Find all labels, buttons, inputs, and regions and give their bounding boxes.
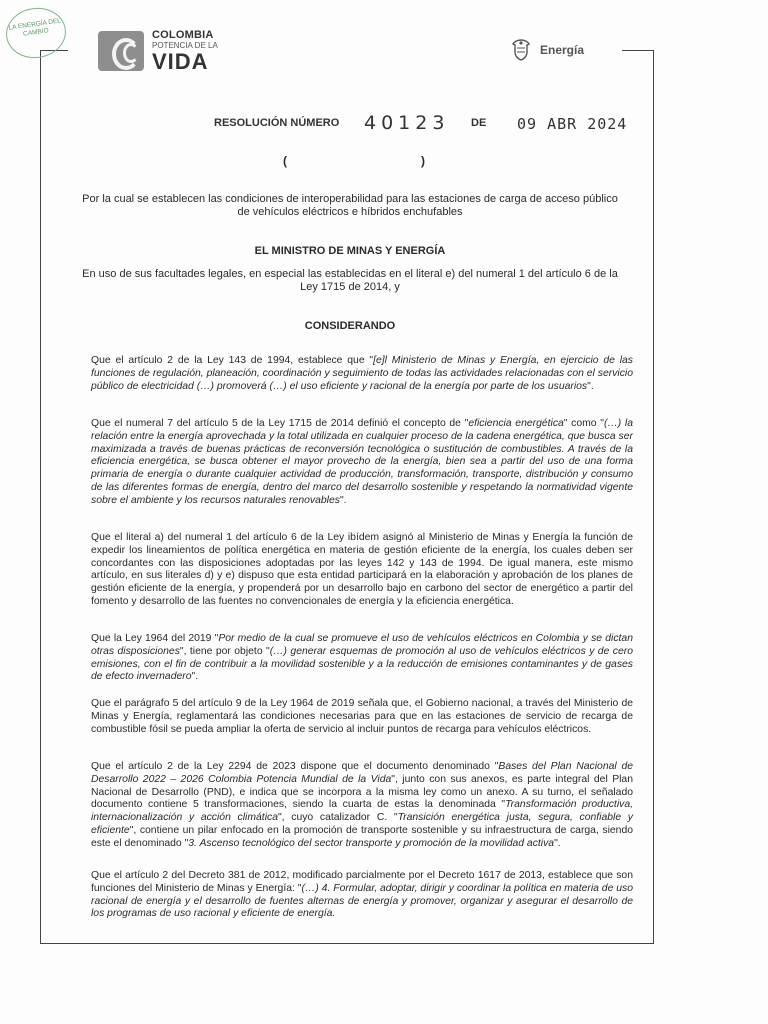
resolution-line <box>214 112 634 136</box>
frame-line <box>40 50 41 944</box>
paragraph-7: Que el artículo 2 del Decreto 381 de 2012, modificado parcialmente por el Decreto 1617 de 2013, establece que son funciones del Ministerio de Minas y Energía: "(…) 4. Formular, adoptar, dirigir y coordinar la política en materia de uso racional de energía y el desarrollo de fuentes alternas de energía y promover, organizar y asegurar el desarrollo de los programas de uso racional y eficiente de energía. <box>91 870 633 920</box>
colombia-logo <box>98 30 218 72</box>
considerando-heading: CONSIDERANDO <box>304 320 396 332</box>
resolution-date: 09 ABR 2024 <box>517 115 628 133</box>
ministry-header <box>510 38 584 62</box>
paren-open: ( <box>283 154 287 168</box>
authority-heading: EL MINISTRO DE MINAS Y ENERGÍA <box>254 245 446 257</box>
paragraph-6: Que el artículo 2 de la Ley 2294 de 2023 dispone que el documento denominado "Bases del Plan Nacional de Desarrollo 2022 – 2026 Colombia Potencia Mundial de la Vida", junto con sus anexos, es parte integral del Plan Nacional de Desarrollo (PND), e indica que se incorpora a la misma ley como un anexo. A su turno, el señalado documento contiene 5 transformaciones, siendo la cuarta de estas la denominada "Transformación productiva, internacionalización y acción climática", cuyo catalizador C. "Transición energética justa, segura, confiable y eficiente", contiene un pilar enfocado en la promoción de transporte sostenible y su infraestructura de carga, siendo este el denominado "3. Ascenso tecnológico del sector transporte y promoción de la movilidad activa". <box>91 761 634 849</box>
resolution-subject: Por la cual se establecen las condiciones de interoperabilidad para las estaciones de carga de acceso público de vehículos eléctricos e híbridos enchufables <box>82 193 618 218</box>
paragraph-1: Que el artículo 2 de la Ley 143 de 1994, establece que "[e]l Ministerio de Minas y Energía, en ejercicio de las funciones de regulación, planeación, coordinación y seguimiento de todas las actividades relacionadas con el servicio público de electricidad (…) promoverá (…) el uso eficiente y racional de la energía por parte de los usuarios". <box>91 355 634 392</box>
paren-close: ) <box>421 154 425 168</box>
logo-line3: VIDA <box>152 48 209 74</box>
ministry-name: Energía <box>540 43 585 57</box>
paragraph-3: Que el literal a) del numeral 1 del artículo 6 de la Ley ibídem asignó al Ministerio de Minas y Energía la función de expedir los lineamientos de política energética en materia de gestión eficiente de la energía, los cuales deben ser concordantes con las disposiciones adoptadas por las leyes 142 y 143 de 1994. De igual manera, este mismo artículo, en sus literales d) y e) dispuso que esta entidad participará en la elaboración y aprobación de los planes de gestión eficiente de la energía, y propenderá por un desarrollo bajo en carbono del sector de energético a partir del fomento y desarrollo de las fuentes no convencionales de energía y la eficiencia energética. <box>91 532 633 607</box>
resolution-number: 40123 <box>364 112 450 134</box>
logo-line1: COLOMBIA <box>152 28 214 41</box>
frame-line <box>40 943 654 944</box>
frame-line <box>622 50 654 51</box>
paragraph-4: Que la Ley 1964 del 2019 "Por medio de la cual se promueve el uso de vehículos eléctricos en Colombia y se dictan otras disposiciones", tiene por objeto "(…) generar esquemas de promoción al uso de vehículos eléctricos y de cero emisiones, con el fin de contribuir a la movilidad sostenible y a la reducción de emisiones contaminantes y de gases de efecto invernadero". <box>91 633 633 683</box>
resolution-de: DE <box>471 117 487 129</box>
paragraph-5: Que el parágrafo 5 del artículo 9 de la Ley 1964 de 2019 señala que, el Gobierno nacional, a través del Ministerio de Minas y Energía, reglamentará las condiciones necesarias para que en las estaciones de servicio de recarga de combustible fósil se pueda ampliar la oferta de servicio al incluir puntos de recarga para vehículos eléctricos. <box>91 698 633 735</box>
coat-of-arms-icon <box>510 38 532 62</box>
resolution-label: RESOLUCIÓN NÚMERO <box>214 117 340 129</box>
colombia-logo-icon <box>98 31 144 71</box>
frame-line <box>653 50 654 944</box>
energy-stamp: LA ENERGÍA DEL CAMBIO <box>3 4 69 62</box>
paragraph-2: Que el numeral 7 del artículo 5 de la Ley 1715 de 2014 definió el concepto de "eficiencia energética" como "(…) la relación entre la energía aprovechada y la total utilizada en cualquier proceso de la cadena energética, que busca ser maximizada a través de buenas prácticas de reconversión tecnológica o sustitución de combustibles. A través de la eficiencia energética, se busca obtener el mayor provecho de la energía, bien sea a partir del uso de una forma primaria de energía o durante cualquier actividad de producción, transformación, transporte, distribución y consumo de las diferentes formas de energía, dentro del marco del desarrollo sostenible y respetando la normatividad vigente sobre el ambiente y los recursos naturales renovables". <box>91 418 633 506</box>
logo-line2: POTENCIA DE LA <box>152 40 218 50</box>
faculties-text: En uso de sus facultades legales, en especial las establecidas en el literal e) del numeral 1 del artículo 6 de la Ley 1715 de 2014, y <box>82 268 618 293</box>
